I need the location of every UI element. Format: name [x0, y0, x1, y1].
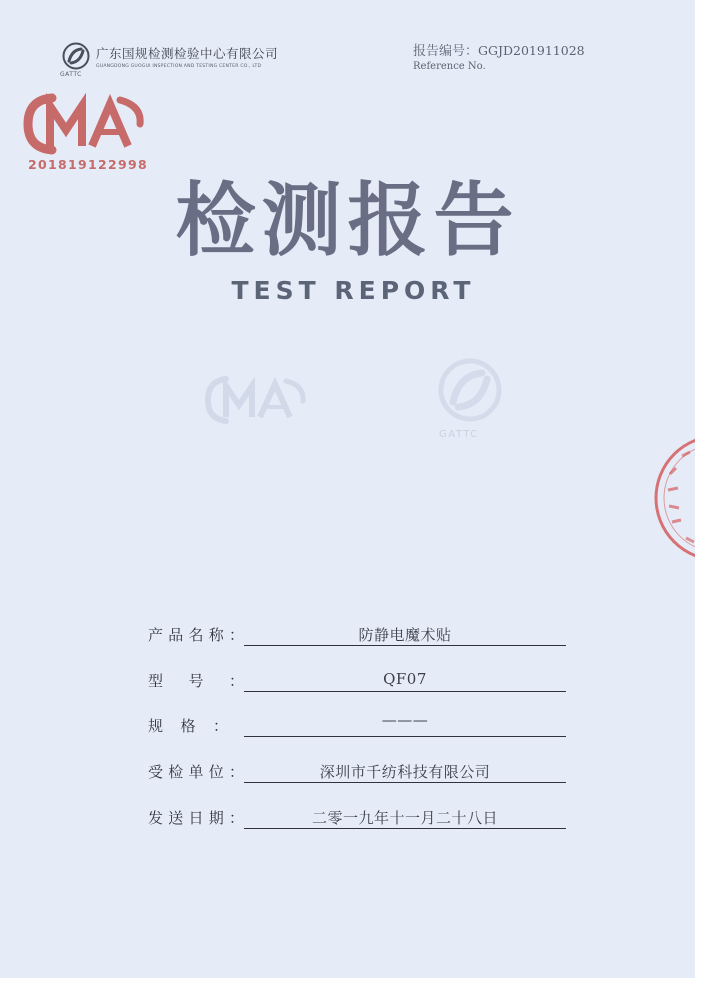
scan-margin-bottom: [0, 978, 707, 1000]
watermark-caption: GATTC: [439, 429, 479, 440]
cma-mark: [22, 92, 146, 156]
report-title: 检测报告: [175, 174, 520, 267]
field-label: 发 送 日 期 ：: [148, 809, 244, 827]
field-underline: [244, 691, 566, 692]
reference-label: 报告编号：: [413, 44, 479, 59]
reference-number: [413, 40, 585, 59]
field-underline: [244, 736, 566, 737]
cma-number: 201819122998: [28, 157, 148, 172]
field-label: 受 检 单 位 ：: [148, 763, 244, 781]
report-title-en: TEST REPORT: [231, 276, 476, 305]
organization-name-en: GUANGDONG GUOGUI INSPECTION AND TESTING CENTER CO., LTD: [96, 64, 262, 69]
field-model: [0, 670, 695, 704]
field-value: 二零一九年十一月二十八日: [311, 809, 498, 827]
field-underline: [244, 782, 566, 783]
field-underline: [244, 828, 566, 829]
field-label: 产 品 名 称 ：: [148, 626, 244, 644]
field-label: 型 号 ：: [148, 672, 244, 690]
field-client: [0, 761, 695, 795]
field-value: 防静电魔术贴: [358, 626, 452, 644]
reference-value: GGJD201911028: [478, 43, 585, 58]
watermark-gattc-icon: [437, 357, 503, 423]
field-product-name: [0, 624, 695, 658]
seal-stamp-icon: [652, 428, 695, 568]
scan-margin-right: [695, 0, 707, 1000]
field-value: 深圳市千纺科技有限公司: [319, 763, 491, 781]
field-underline: [244, 645, 566, 646]
field-specification: [0, 711, 695, 749]
organization-name: 广东国规检测检验中心有限公司: [96, 46, 279, 61]
field-value: ———: [381, 711, 429, 729]
reference-label-en: Reference No.: [413, 61, 486, 72]
field-label: 规 格 ：: [148, 717, 228, 735]
watermark-ma-icon: [204, 375, 308, 425]
gattc-logo-icon: [62, 42, 90, 70]
field-send-date: [0, 807, 695, 841]
field-value: QF07: [383, 670, 427, 688]
logo-caption: GATTC: [60, 71, 82, 78]
